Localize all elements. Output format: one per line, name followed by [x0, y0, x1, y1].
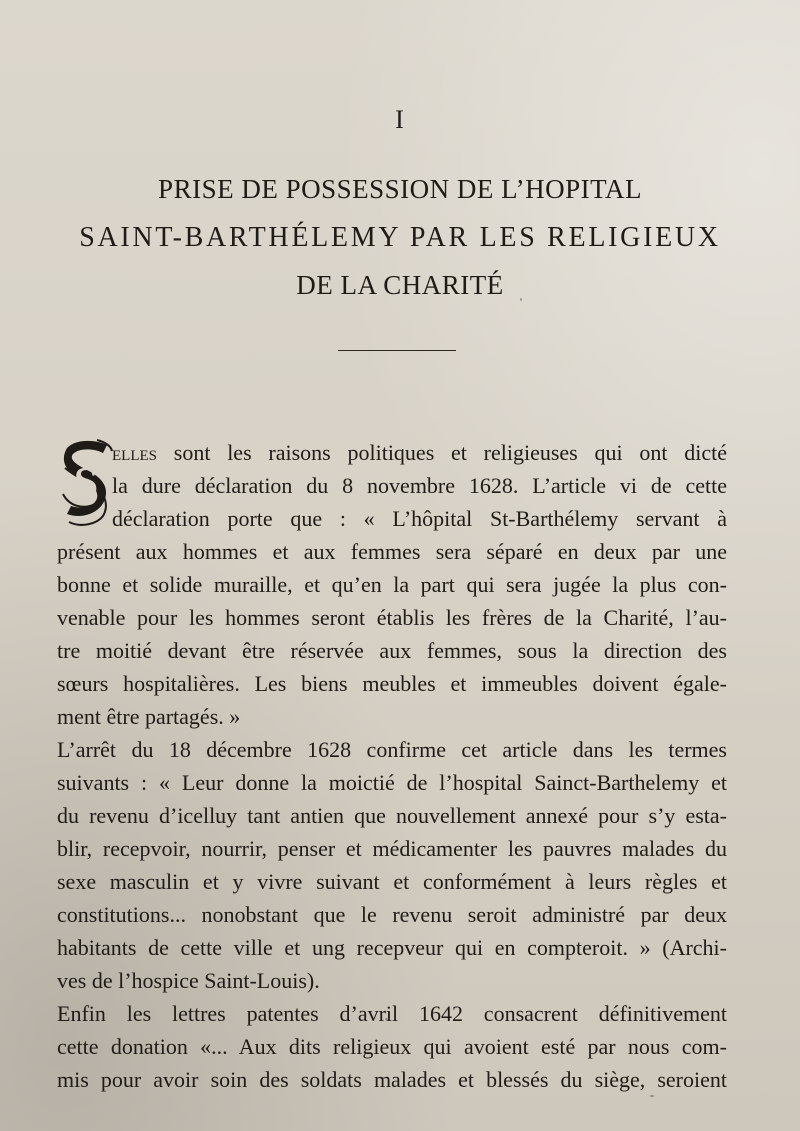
body-line: bonne et solide muraille, et qu’en la part qui sera jugée la plus con- [57, 572, 727, 597]
body-line: mis pour avoir soin des soldats malades et blessés du siège, seroient [57, 1067, 727, 1092]
title-divider [338, 350, 456, 351]
paper-speck [385, 1018, 388, 1020]
body-line: du revenu d’icelluy tant antien que nouvellement annexé pour s’y esta- [57, 803, 727, 828]
paper-speck [520, 298, 522, 301]
body-line: venable pour les hommes seront établis les frères de la Charité, l’au- [57, 605, 727, 630]
body-line: la dure déclaration du 8 novembre 1628. L’article vi de cette [112, 473, 727, 498]
chapter-number: I [395, 105, 405, 134]
body-line: déclaration porte que : « L’hôpital St-Barthélemy servant à [112, 506, 727, 531]
body-line: ment être partagés. » [57, 704, 241, 729]
body-line: constitutions... nonobstant que le revenu seroit administré par deux [57, 902, 727, 927]
opening-word: elles [112, 440, 157, 465]
body-line [57, 436, 727, 469]
body-line: tre moitié devant être réservée aux femmes, sous la direction des [57, 638, 727, 663]
body-line: présent aux hommes et aux femmes sera séparé en deux par une [57, 539, 727, 564]
body-line: sœurs hospitalières. Les biens meubles et immeubles doivent égale- [57, 671, 727, 696]
body-line: L’arrêt du 18 décembre 1628 confirme cet article dans les termes [57, 737, 727, 762]
body-line-text: sont les raisons politiques et religieuses qui ont dicté [157, 440, 727, 465]
body-line: ves de l’hospice Saint-Louis). [57, 968, 320, 993]
title-line-3: DE LA CHARITÉ [296, 270, 504, 300]
body-line: blir, recepvoir, nourrir, penser et médicamenter les pauvres malades du [57, 836, 727, 861]
paper-speck [650, 1095, 654, 1097]
body-line: Enfin les lettres patentes d’avril 1642 consacrent définitivement [57, 1001, 727, 1026]
body-line: cette donation «... Aux dits religieux qui avoient esté par nous com- [57, 1034, 727, 1059]
body-line: suivants : « Leur donne la moictié de l’hospital Sainct-Barthelemy et [57, 770, 727, 795]
title-line-2: SAINT-BARTHÉLEMY PAR LES RELIGIEUX [79, 222, 721, 253]
body-line: habitants de cette ville et ung recepveur qui en compteroit. » (Archi- [57, 935, 727, 960]
drop-cap-letter: S [73, 458, 99, 507]
title-line-1: PRISE DE POSSESSION DE L’HOPITAL [158, 174, 642, 204]
body-line: sexe masculin et y vivre suivant et conformément à leurs règles et [57, 869, 727, 894]
body-text [57, 436, 727, 1096]
